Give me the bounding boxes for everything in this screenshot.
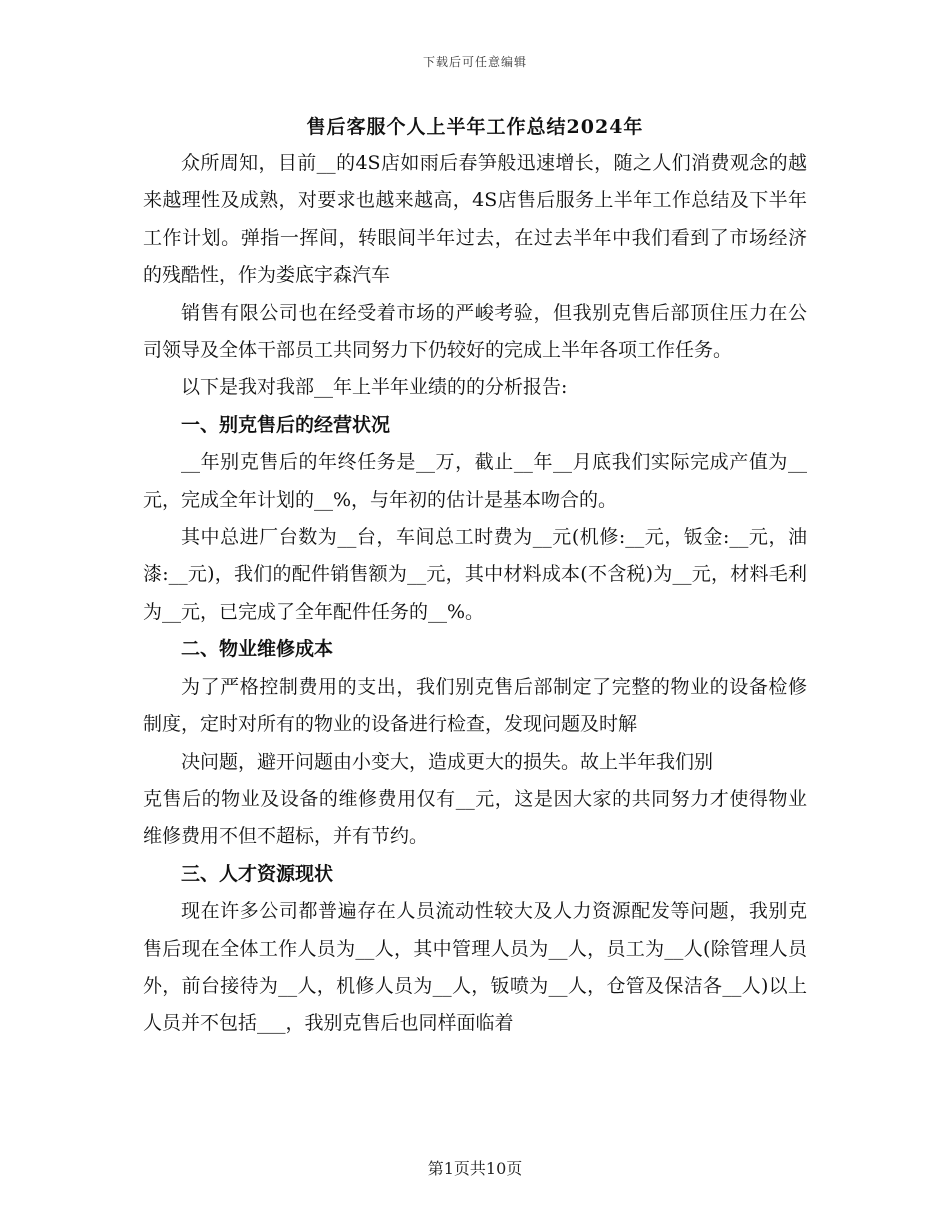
paragraph-maintenance-policy-continued: 决问题，避开问题由小变大，造成更大的损失。故上半年我们别 — [181, 750, 714, 773]
section-heading-operations: 一、别克售后的经营状况 — [181, 413, 391, 436]
document-body — [143, 112, 807, 1043]
page-number: 第1页共10页 — [427, 1159, 523, 1178]
page-header-note: 下载后可任意编辑 — [422, 55, 527, 69]
document-title: 售后客服个人上半年工作总结2024年 — [306, 116, 644, 138]
paragraph-staffing: 现在许多公司都普遍存在人员流动性较大及人力资源配发等问题，我别克售后现在全体工作人员为__人，其中管理人员为__人，员工为__人(除管理人员外，前台接待为__人，机修人员为__人，钣喷为__人，仓管及保洁各__人)以上人员并不包括___，我别克售后也同样面临着 — [143, 900, 807, 1035]
section-heading-maintenance-cost: 二、物业维修成本 — [181, 638, 334, 661]
paragraph-maintenance-policy: 为了严格控制费用的支出，我们别克售后部制定了完整的物业的设备检修制度，定时对所有的物业的设备进行检查，发现问题及时解 — [143, 675, 807, 736]
paragraph-maintenance-cost: 克售后的物业及设备的维修费用仅有__元，这是因大家的共同努力才使得物业维修费用不但不超标，并有节约。 — [143, 787, 807, 848]
paragraph-report-lead: 以下是我对我部__年上半年业绩的的分析报告: — [181, 376, 568, 399]
paragraph-workshop-figures: 其中总进厂台数为__台，车间总工时费为__元(机修:__元，钣金:__元，油漆:__元)，我们的配件销售额为__元，其中材料成本(不含税)为__元，材料毛利为__元，已完成了全年配件任务的__%。 — [143, 526, 807, 623]
paragraph-intro-continued: 销售有限公司也在经受着市场的严峻考验，但我别克售后部顶住压力在公司领导及全体干部员工共同努力下仍较好的完成上半年各项工作任务。 — [143, 301, 807, 362]
paragraph-intro: 众所周知，目前__的4S店如雨后春笋般迅速增长，随之人们消费观念的越来越理性及成熟，对要求也越来越高，4S店售后服务上半年工作总结及下半年工作计划。弹指一挥间，转眼间半年过去，在过去半年中我们看到了市场经济的残酷性，作为娄底宇森汽车 — [143, 152, 807, 287]
paragraph-annual-target: __年别克售后的年终任务是__万，截止__年__月底我们实际完成产值为__元，完成全年计划的__%，与年初的估计是基本吻合的。 — [143, 451, 807, 511]
section-heading-human-resources: 三、人才资源现状 — [181, 862, 334, 885]
